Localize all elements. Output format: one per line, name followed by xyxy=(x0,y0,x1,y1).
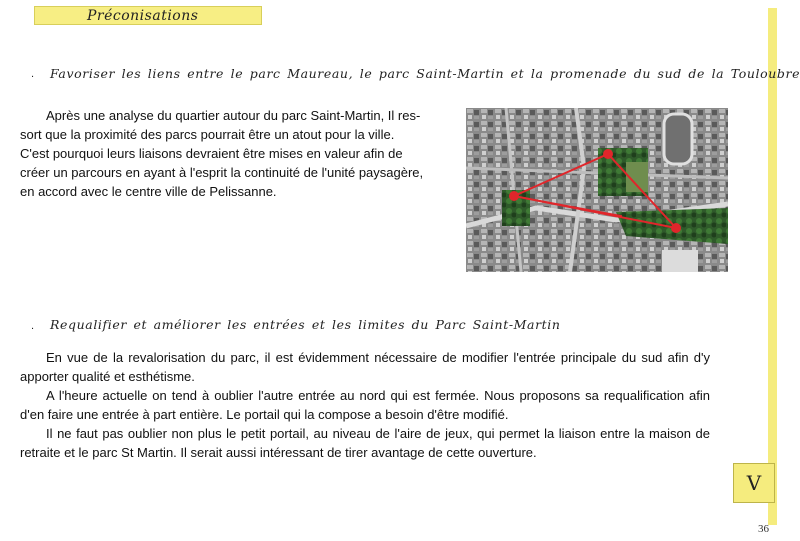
aerial-map-image xyxy=(466,108,728,272)
section1-line-5: en accord avec le centre ville de Pelissanne. xyxy=(20,184,277,199)
section1-heading: Favoriser les liens entre le parc Maureau, le parc Saint-Martin et la promenade du sud de la Touloubre xyxy=(50,66,800,81)
section1-bullet: . xyxy=(31,68,35,80)
section2-heading: Requalifier et améliorer les entrées et les limites du Parc Saint-Martin xyxy=(50,317,561,332)
section1-line-2: sort que la proximité des parcs pourrait être un atout pour la ville. xyxy=(20,127,395,142)
section1-line-4: créer un parcours en ayant à l'esprit la continuité de l'unité paysagère, xyxy=(20,165,424,180)
section2-paragraph-3: Il ne faut pas oublier non plus le petit portail, au niveau de l'aire de jeux, qui permet la liaison entre la maison de retraite et le parc St Martin. Il serait aussi intéressant de tirer avantage de cette ouverture. xyxy=(20,426,710,460)
chapter-marker: V xyxy=(733,463,775,503)
section2-paragraphs xyxy=(20,348,710,462)
section1-line-1: Après une analyse du quartier autour du parc Saint-Martin, Il res- xyxy=(46,108,421,123)
aerial-map-icon xyxy=(466,108,728,272)
page-number: 36 xyxy=(758,523,769,535)
section1-paragraph xyxy=(20,106,448,201)
section2-bullet: . xyxy=(31,320,35,332)
section2-paragraph-1: En vue de la revalorisation du parc, il est évidemment nécessaire de modifier l'entrée principale du sud afin d'y apporter qualité et esthétisme. xyxy=(20,350,710,384)
title-banner xyxy=(34,6,262,25)
page-title: Préconisations xyxy=(87,8,199,24)
section2-paragraph-2: A l'heure actuelle on tend à oublier l'autre entrée au nord qui est fermée. Nous proposons sa requalification afin d'en faire une entrée à part entière. Le portail qui la compose a besoin d'être modifié. xyxy=(20,388,710,422)
section1-line-3: C'est pourquoi leurs liaisons devraient être mises en valeur afin de xyxy=(20,146,403,161)
right-accent-bar xyxy=(768,8,777,525)
